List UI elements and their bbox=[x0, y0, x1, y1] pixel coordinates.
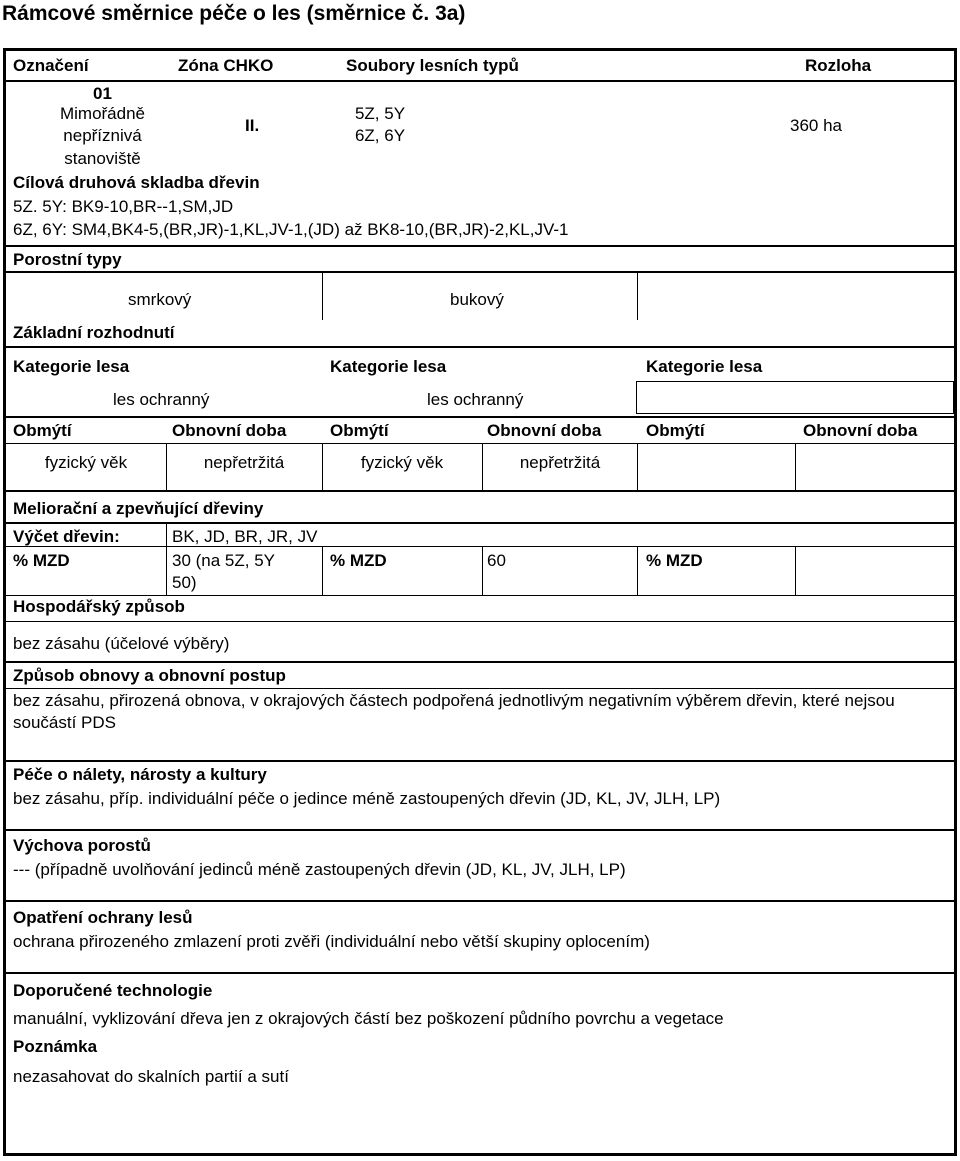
cilova-line1: 5Z. 5Y: BK9-10,BR--1,SM,JD bbox=[13, 197, 234, 216]
divider bbox=[6, 972, 954, 974]
obmyti-label-3: Obmýtí bbox=[646, 421, 705, 440]
divider bbox=[6, 661, 954, 663]
zakladni-label: Základní rozhodnutí bbox=[13, 323, 175, 342]
obmyti-label-1: Obmýtí bbox=[13, 421, 72, 440]
divider bbox=[322, 272, 323, 320]
unit-name-line3: stanoviště bbox=[64, 149, 141, 168]
hospodarsky-value: bez zásahu (účelové výběry) bbox=[13, 634, 230, 653]
porostni-type-2: bukový bbox=[450, 290, 504, 309]
divider bbox=[6, 900, 954, 902]
unit-name-line1: Mimořádně bbox=[59, 104, 146, 123]
kategorie-label-3: Kategorie lesa bbox=[646, 357, 763, 376]
mzd-label-3: % MZD bbox=[646, 551, 703, 570]
technologie-value: manuální, vyklizování dřeva jen z okrajových částí bez poškození půdního povrchu a vegetace bbox=[13, 1009, 724, 1028]
vycet-label: Výčet dřevin: bbox=[13, 527, 120, 546]
kategorie-value-2: les ochranný bbox=[427, 390, 524, 409]
header-zona: Zóna CHKO bbox=[178, 56, 274, 75]
divider bbox=[6, 80, 954, 82]
obnovni-label-3: Obnovní doba bbox=[803, 421, 918, 440]
divider bbox=[482, 547, 483, 595]
divider bbox=[6, 829, 954, 831]
mzd-value-2: 60 bbox=[487, 551, 506, 570]
divider bbox=[482, 444, 483, 490]
cilova-label: Cílová druhová skladba dřevin bbox=[13, 173, 260, 192]
poznamka-value: nezasahovat do skalních partií a sutí bbox=[13, 1067, 289, 1086]
header-soubory: Soubory lesních typů bbox=[346, 56, 519, 75]
kategorie-value-1: les ochranný bbox=[113, 390, 210, 409]
divider bbox=[6, 346, 954, 348]
divider bbox=[322, 444, 323, 490]
divider bbox=[637, 547, 638, 595]
kategorie-label-2: Kategorie lesa bbox=[330, 357, 447, 376]
poznamka-label: Poznámka bbox=[13, 1037, 98, 1056]
pece-label: Péče o nálety, nárosty a kultury bbox=[13, 765, 267, 784]
divider bbox=[795, 547, 796, 595]
vychova-value: --- (případně uvolňování jedinců méně zastoupených dřevin (JD, KL, JV, JLH, LP) bbox=[13, 860, 626, 879]
ochrana-label: Opatření ochrany lesů bbox=[13, 908, 193, 927]
hospodarsky-label: Hospodářský způsob bbox=[13, 597, 185, 616]
vychova-label: Výchova porostů bbox=[13, 836, 151, 855]
mzd-value-1-line2: 50) bbox=[172, 573, 197, 592]
divider bbox=[637, 444, 638, 490]
obnovni-label-2: Obnovní doba bbox=[487, 421, 602, 440]
divider bbox=[166, 523, 167, 595]
divider bbox=[6, 271, 954, 273]
unit-zone: II. bbox=[245, 116, 260, 135]
mzd-value-1-line1: 30 (na 5Z, 5Y bbox=[172, 551, 276, 570]
obnovni-value-2: nepřetržitá bbox=[519, 453, 601, 472]
divider bbox=[6, 443, 954, 444]
meliorace-label: Meliorační a zpevňující dřeviny bbox=[13, 499, 264, 518]
divider bbox=[166, 444, 167, 490]
vycet-value: BK, JD, BR, JR, JV bbox=[172, 527, 318, 546]
obmyti-label-2: Obmýtí bbox=[330, 421, 389, 440]
obnovni-value-1: nepřetržitá bbox=[203, 453, 285, 472]
unit-code: 01 bbox=[93, 84, 112, 103]
obmyti-value-2: fyzický věk bbox=[360, 453, 444, 472]
header-rozloha: Rozloha bbox=[805, 56, 872, 75]
divider bbox=[322, 547, 323, 595]
technologie-label: Doporučené technologie bbox=[13, 981, 213, 1000]
divider bbox=[6, 595, 954, 596]
mzd-label-1: % MZD bbox=[13, 551, 70, 570]
kategorie-box-3 bbox=[636, 381, 954, 414]
unit-types-line1: 5Z, 5Y bbox=[354, 104, 406, 123]
divider bbox=[6, 490, 954, 492]
divider bbox=[6, 522, 954, 524]
unit-area: 360 ha bbox=[790, 116, 842, 135]
divider bbox=[6, 621, 954, 622]
divider bbox=[6, 546, 954, 547]
porostni-type-1: smrkový bbox=[128, 290, 192, 309]
divider bbox=[637, 272, 638, 320]
unit-types-line2: 6Z, 6Y bbox=[354, 126, 406, 145]
divider bbox=[6, 416, 954, 418]
ochrana-value: ochrana přirozeného zmlazení proti zvěři (individuální nebo větší skupiny oplocením) bbox=[13, 932, 650, 951]
porostni-label: Porostní typy bbox=[13, 250, 122, 269]
obnova-value: bez zásahu, přirozená obnova, v okrajových částech podpořená jednotlivým negativním výběrem dřevin, které nejsou součástí PDS bbox=[13, 691, 895, 732]
page-title: Rámcové směrnice péče o les (směrnice č. 3a) bbox=[2, 2, 466, 25]
cilova-line2: 6Z, 6Y: SM4,BK4-5,(BR,JR)-1,KL,JV-1,(JD) až BK8-10,(BR,JR)-2,KL,JV-1 bbox=[13, 220, 569, 239]
unit-name-line2: nepříznivá bbox=[63, 126, 142, 145]
divider bbox=[6, 760, 954, 762]
mzd-label-2: % MZD bbox=[330, 551, 387, 570]
divider bbox=[6, 245, 954, 247]
pece-value: bez zásahu, příp. individuální péče o jedince méně zastoupených dřevin (JD, KL, JV, JLH, LP) bbox=[13, 789, 721, 808]
obmyti-value-1: fyzický věk bbox=[44, 453, 128, 472]
divider bbox=[795, 444, 796, 490]
obnova-label: Způsob obnovy a obnovní postup bbox=[13, 666, 286, 685]
divider bbox=[6, 688, 954, 689]
obnovni-label-1: Obnovní doba bbox=[172, 421, 287, 440]
header-oznaceni: Označení bbox=[13, 56, 89, 75]
kategorie-label-1: Kategorie lesa bbox=[13, 357, 130, 376]
